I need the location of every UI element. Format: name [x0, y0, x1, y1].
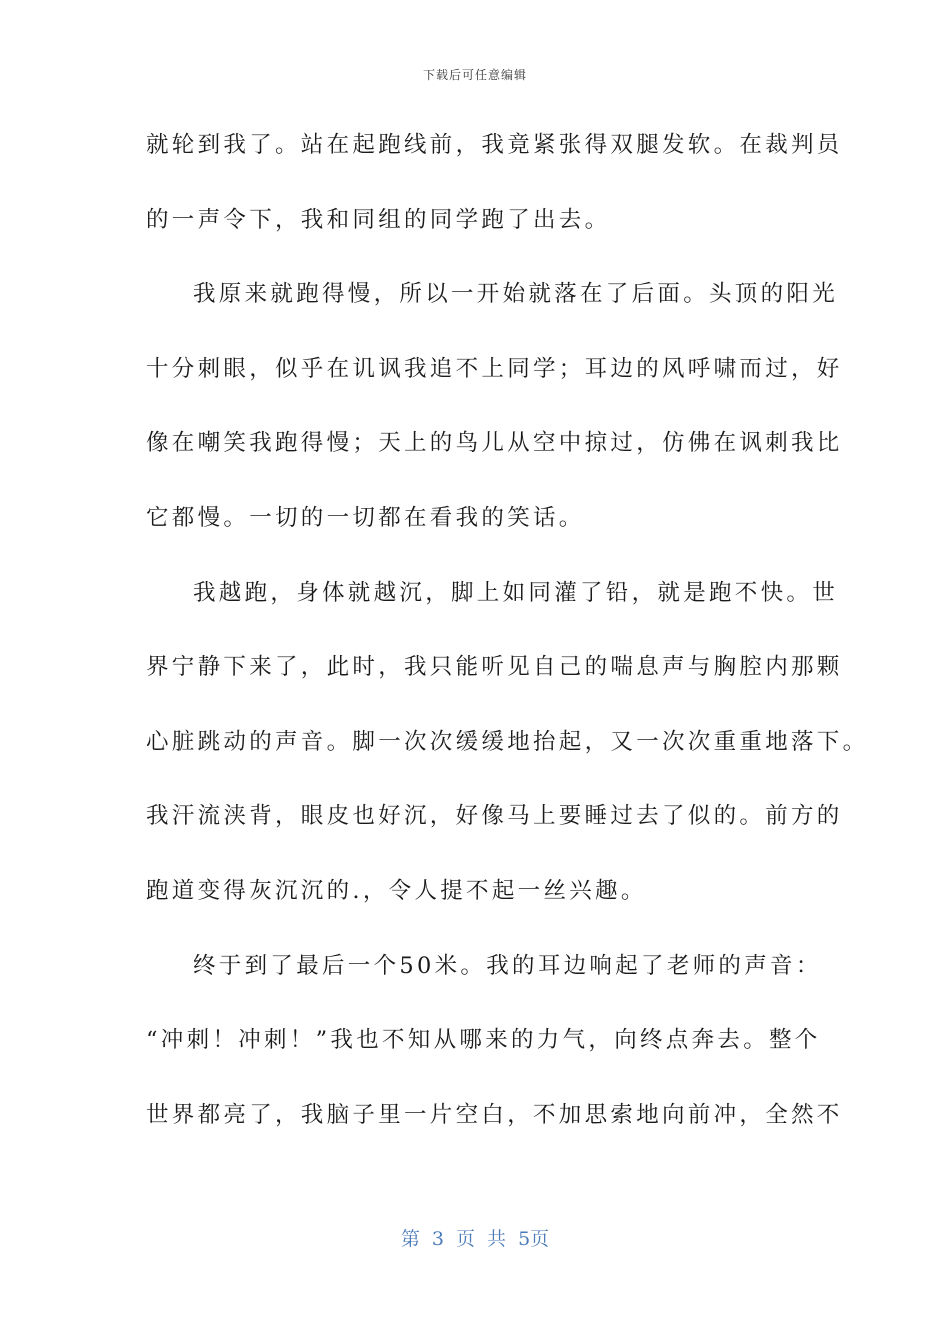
text-line: 心脏跳动的声音。脚一次次缓缓地抬起，又一次次重重地落下。 [146, 728, 869, 755]
text-line: 的一声令下，我和同组的同学跑了出去。 [146, 206, 611, 233]
text-line: 就轮到我了。站在起跑线前，我竟紧张得双腿发软。在裁判员 [146, 132, 843, 158]
text-line: 跑道变得灰沉沉的.，令人提不起一丝兴趣。 [146, 877, 647, 904]
paragraph-start-line: 终于到了最后一个50米。我的耳边响起了老师的声音： [193, 952, 822, 979]
text-line: 它都慢。一切的一切都在看我的笑话。 [146, 504, 585, 531]
paragraph-start-line: 我越跑，身体就越沉，脚上如同灌了铅，就是跑不快。世 [193, 579, 839, 606]
text-line: 界宁静下来了，此时，我只能听见自己的喘息声与胸腔内那颗 [146, 654, 843, 681]
text-line: 十分刺眼，似乎在讥讽我追不上同学；耳边的风呼啸而过，好 [146, 355, 843, 382]
text-line: 我汗流浃背，眼皮也好沉，好像马上要睡过去了似的。前方的 [146, 803, 843, 830]
text-line: 像在嘲笑我跑得慢；天上的鸟儿从空中掠过，仿佛在讽刺我比 [146, 430, 843, 457]
text-line: “冲刺！冲刺！”我也不知从哪来的力气，向终点奔去。整个 [146, 1027, 821, 1054]
page-number-footer: 第 3 页 共 5页 [400, 1228, 550, 1250]
paragraph-start-line: 我原来就跑得慢，所以一开始就落在了后面。头顶的阳光 [193, 281, 839, 308]
text-line: 世界都亮了，我脑子里一片空白，不加思索地向前冲，全然不 [146, 1101, 843, 1128]
document-body [146, 121, 869, 1165]
page-header: 下载后可任意编辑 [422, 68, 527, 82]
